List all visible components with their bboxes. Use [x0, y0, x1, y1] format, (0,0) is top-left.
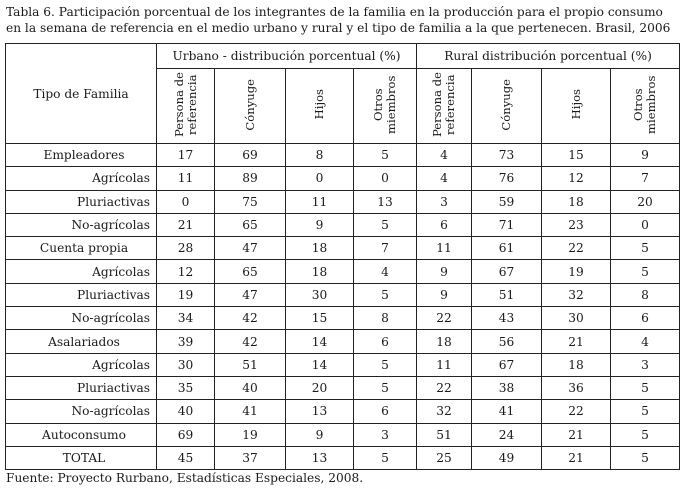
table-cell: 38 — [472, 376, 542, 399]
table-cell: 20 — [611, 190, 680, 213]
column-header-urban-persona — [157, 69, 215, 144]
row-label: Agrícolas — [6, 353, 157, 376]
table-cell: 5 — [611, 376, 680, 399]
table-cell: 21 — [542, 330, 611, 353]
table-cell: 41 — [215, 400, 286, 423]
table-cell: 7 — [354, 237, 417, 260]
row-label: Autoconsumo — [6, 423, 157, 446]
table-cell: 35 — [157, 376, 215, 399]
table-cell: 9 — [417, 260, 472, 283]
column-header-tipo-de-familia: Tipo de Familia — [6, 44, 157, 144]
table-row — [6, 260, 680, 283]
table-row — [6, 237, 680, 260]
row-label: No-agrícolas — [6, 213, 157, 236]
table-cell: 43 — [472, 307, 542, 330]
table-cell: 9 — [417, 283, 472, 306]
row-label: Pluriactivas — [6, 283, 157, 306]
table-cell: 47 — [215, 283, 286, 306]
table-cell: 5 — [354, 213, 417, 236]
table-cell: 13 — [286, 400, 354, 423]
table-cell: 22 — [417, 376, 472, 399]
table-cell: 65 — [215, 213, 286, 236]
table-cell: 59 — [472, 190, 542, 213]
table-cell: 3 — [611, 353, 680, 376]
table-cell: 6 — [354, 330, 417, 353]
table-row — [6, 376, 680, 399]
table-cell: 18 — [417, 330, 472, 353]
table-cell: 76 — [472, 167, 542, 190]
table-cell: 8 — [286, 144, 354, 167]
table-cell: 6 — [417, 213, 472, 236]
data-table — [5, 43, 680, 470]
table-cell: 41 — [472, 400, 542, 423]
table-cell: 5 — [611, 423, 680, 446]
table-cell: 5 — [611, 446, 680, 469]
table-cell: 28 — [157, 237, 215, 260]
table-cell: 14 — [286, 353, 354, 376]
table-cell: 20 — [286, 376, 354, 399]
table-cell: 4 — [354, 260, 417, 283]
table-cell: 40 — [215, 376, 286, 399]
column-header-rural-persona — [417, 69, 472, 144]
table-cell: 36 — [542, 376, 611, 399]
table-cell: 18 — [286, 237, 354, 260]
table-cell: 69 — [215, 144, 286, 167]
table-row — [6, 213, 680, 236]
table-cell: 12 — [157, 260, 215, 283]
table-cell: 51 — [472, 283, 542, 306]
table-cell: 15 — [542, 144, 611, 167]
table-cell: 23 — [542, 213, 611, 236]
table-cell: 9 — [611, 144, 680, 167]
table-cell: 65 — [215, 260, 286, 283]
table-row — [6, 190, 680, 213]
column-header-rural-hijos — [542, 69, 611, 144]
table-cell: 32 — [542, 283, 611, 306]
table-cell: 5 — [611, 260, 680, 283]
column-header-rural-otros — [611, 69, 680, 144]
table-cell: 5 — [354, 376, 417, 399]
row-label: Asalariados — [6, 330, 157, 353]
table-cell: 18 — [542, 353, 611, 376]
table-cell: 22 — [542, 400, 611, 423]
table-row — [6, 167, 680, 190]
table-cell: 9 — [286, 423, 354, 446]
table-cell: 3 — [417, 190, 472, 213]
table-cell: 17 — [157, 144, 215, 167]
table-cell: 6 — [354, 400, 417, 423]
table-cell: 11 — [157, 167, 215, 190]
table-cell: 21 — [542, 423, 611, 446]
table-cell: 25 — [417, 446, 472, 469]
table-cell: 34 — [157, 307, 215, 330]
table-cell: 13 — [354, 190, 417, 213]
table-source: Fuente: Proyecto Rurbano, Estadísticas Especiales, 2008. — [6, 471, 364, 485]
table-cell: 5 — [354, 353, 417, 376]
table-row — [6, 423, 680, 446]
table-cell: 49 — [472, 446, 542, 469]
row-label: Agrícolas — [6, 260, 157, 283]
column-header-label: Otros miembros — [371, 75, 399, 134]
column-header-label: Persona de referencia — [171, 72, 199, 137]
row-label: Empleadores — [6, 144, 157, 167]
row-label: No-agrícolas — [6, 400, 157, 423]
table-cell: 0 — [286, 167, 354, 190]
row-label: Pluriactivas — [6, 376, 157, 399]
table-cell: 51 — [215, 353, 286, 376]
table-cell: 61 — [472, 237, 542, 260]
table-cell: 73 — [472, 144, 542, 167]
table-cell: 39 — [157, 330, 215, 353]
group-header-urbano: Urbano - distribución porcentual (%) — [157, 44, 417, 69]
table-cell: 40 — [157, 400, 215, 423]
row-label: Cuenta propia — [6, 237, 157, 260]
table-cell: 15 — [286, 307, 354, 330]
table-cell: 0 — [157, 190, 215, 213]
table-cell: 32 — [417, 400, 472, 423]
table-cell: 42 — [215, 330, 286, 353]
table-cell: 5 — [354, 283, 417, 306]
column-header-label: Cónyuge — [242, 78, 257, 131]
table-cell: 69 — [157, 423, 215, 446]
table-cell: 75 — [215, 190, 286, 213]
table-cell: 67 — [472, 353, 542, 376]
column-header-label: Persona de referencia — [430, 72, 458, 137]
table-row — [6, 400, 680, 423]
table-cell: 4 — [417, 167, 472, 190]
column-header-rural-conyuge — [472, 69, 542, 144]
column-header-urban-hijos — [286, 69, 354, 144]
table-cell: 0 — [354, 167, 417, 190]
table-cell: 19 — [542, 260, 611, 283]
table-cell: 89 — [215, 167, 286, 190]
table-row — [6, 330, 680, 353]
table-cell: 12 — [542, 167, 611, 190]
table-body — [6, 144, 680, 470]
table-cell: 8 — [354, 307, 417, 330]
table-cell: 30 — [542, 307, 611, 330]
group-header-rural: Rural distribución porcentual (%) — [417, 44, 680, 69]
table-cell: 18 — [542, 190, 611, 213]
table-cell: 3 — [354, 423, 417, 446]
table-cell: 11 — [417, 237, 472, 260]
column-header-label: Otros miembros — [631, 75, 659, 134]
row-label: No-agrícolas — [6, 307, 157, 330]
table-cell: 24 — [472, 423, 542, 446]
table-cell: 22 — [417, 307, 472, 330]
table-cell: 11 — [417, 353, 472, 376]
table-cell: 5 — [611, 237, 680, 260]
table-cell: 21 — [542, 446, 611, 469]
table-cell: 51 — [417, 423, 472, 446]
row-label: Agrícolas — [6, 167, 157, 190]
column-header-urban-otros — [354, 69, 417, 144]
table-cell: 37 — [215, 446, 286, 469]
table-cell: 5 — [354, 446, 417, 469]
table-cell: 14 — [286, 330, 354, 353]
table-cell: 11 — [286, 190, 354, 213]
table-cell: 19 — [157, 283, 215, 306]
table-row — [6, 307, 680, 330]
column-header-label: Hijos — [568, 89, 583, 120]
table-cell: 5 — [611, 400, 680, 423]
table-row — [6, 283, 680, 306]
table-cell: 6 — [611, 307, 680, 330]
table-cell: 0 — [611, 213, 680, 236]
table-cell: 71 — [472, 213, 542, 236]
table-row — [6, 446, 680, 469]
table-cell: 4 — [417, 144, 472, 167]
table-row — [6, 353, 680, 376]
table-cell: 4 — [611, 330, 680, 353]
table-cell: 56 — [472, 330, 542, 353]
table-cell: 13 — [286, 446, 354, 469]
column-header-label: Cónyuge — [499, 78, 514, 131]
table-caption: Tabla 6. Participación porcentual de los integrantes de la familia en la producción para el propio consumo en la semana de referencia en el medio urbano y rural y el tipo de familia a la que pertenecen. Brasil, 2006 — [6, 5, 671, 35]
column-header-label: Hijos — [312, 89, 326, 120]
table-row — [6, 144, 680, 167]
row-label: Pluriactivas — [6, 190, 157, 213]
row-label: TOTAL — [6, 446, 157, 469]
table-cell: 30 — [286, 283, 354, 306]
column-header-urban-conyuge — [215, 69, 286, 144]
table-cell: 8 — [611, 283, 680, 306]
table-cell: 18 — [286, 260, 354, 283]
table-cell: 19 — [215, 423, 286, 446]
table-cell: 21 — [157, 213, 215, 236]
table-cell: 67 — [472, 260, 542, 283]
table-cell: 5 — [354, 144, 417, 167]
table-cell: 9 — [286, 213, 354, 236]
table-cell: 42 — [215, 307, 286, 330]
table-cell: 22 — [542, 237, 611, 260]
table-cell: 45 — [157, 446, 215, 469]
table-cell: 7 — [611, 167, 680, 190]
table-cell: 30 — [157, 353, 215, 376]
table-cell: 47 — [215, 237, 286, 260]
